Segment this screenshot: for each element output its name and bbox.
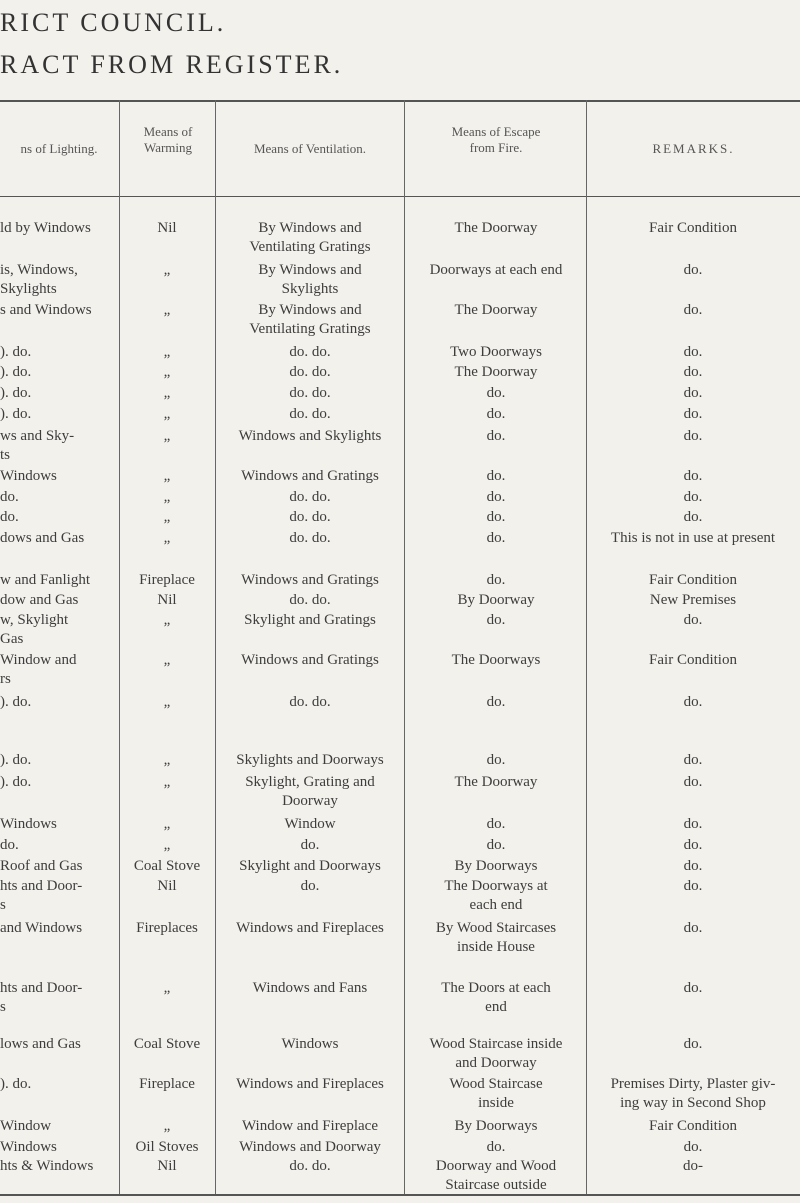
cell-ventilation: do. — [300, 878, 320, 894]
cell-lighting: dow and Gas — [0, 592, 79, 608]
cell-lighting: ). do. — [0, 1076, 32, 1092]
cell-escape: Wood Staircase inside — [449, 1076, 543, 1111]
cell-ventilation: do. do. — [289, 489, 331, 505]
cell-lighting: Window — [0, 1118, 52, 1134]
cell-escape: do. — [486, 837, 506, 853]
cell-warming: Fireplaces — [136, 920, 198, 936]
cell-remarks: do. — [683, 509, 703, 525]
cell-remarks: do. — [683, 262, 703, 278]
cell-escape: The Doorways at each end — [444, 878, 548, 913]
cell-ventilation: Windows and Gratings — [241, 572, 379, 588]
cell-warming: „ — [163, 428, 171, 444]
cell-remarks: do. — [683, 1139, 703, 1155]
cell-ventilation: Windows and Gratings — [241, 652, 379, 668]
cell-escape: do. — [486, 489, 506, 505]
council-heading: RICT COUNCIL. — [0, 8, 227, 37]
cell-remarks: do. — [683, 302, 703, 318]
cell-remarks: Fair Condition — [649, 652, 737, 668]
cell-warming: Coal Stove — [133, 858, 201, 874]
cell-escape: Two Doorways — [450, 344, 542, 360]
cell-lighting: Windows — [0, 816, 57, 832]
cell-remarks: do. — [683, 612, 703, 628]
cell-remarks: do- — [683, 1158, 703, 1174]
cell-ventilation: do. do. — [289, 344, 331, 360]
header-bottom-rule — [0, 196, 800, 197]
cell-escape: do. — [486, 816, 506, 832]
cell-warming: Fireplace — [139, 1076, 195, 1092]
cell-escape: do. — [486, 694, 506, 710]
cell-warming: Coal Stove — [133, 1036, 201, 1052]
cell-escape: do. — [486, 468, 506, 484]
cell-ventilation: Window — [284, 816, 336, 832]
cell-warming: „ — [163, 837, 171, 853]
cell-lighting: dows and Gas — [0, 530, 85, 546]
cell-warming: Fireplace — [139, 572, 195, 588]
cell-remarks: Fair Condition — [649, 572, 737, 588]
cell-remarks: do. — [683, 694, 703, 710]
cell-ventilation: do. do. — [289, 530, 331, 546]
cell-lighting: Window and rs — [0, 652, 77, 687]
cell-lighting: s and Windows — [0, 302, 92, 318]
cell-lighting: hts and Door- s — [0, 980, 83, 1015]
cell-lighting: ld by Windows — [0, 220, 91, 236]
cell-remarks: do. — [683, 920, 703, 936]
cell-lighting: do. — [0, 837, 19, 853]
cell-remarks: do. — [683, 385, 703, 401]
table-top-rule — [0, 100, 800, 102]
cell-warming: „ — [163, 1118, 171, 1134]
cell-ventilation: do. — [300, 837, 320, 853]
cell-ventilation: Skylight and Gratings — [244, 612, 376, 628]
cell-ventilation: Windows and Doorway — [239, 1139, 381, 1155]
cell-warming: Nil — [157, 592, 177, 608]
cell-remarks: do. — [683, 406, 703, 422]
cell-lighting: Windows — [0, 468, 57, 484]
cell-warming: „ — [163, 489, 171, 505]
cell-escape: do. — [486, 428, 506, 444]
cell-lighting: ). do. — [0, 385, 32, 401]
cell-escape: do. — [486, 385, 506, 401]
cell-escape: do. — [486, 572, 506, 588]
cell-warming: „ — [163, 302, 171, 318]
cell-lighting: do. — [0, 489, 19, 505]
cell-ventilation: Skylight, Grating and Doorway — [245, 774, 375, 809]
cell-remarks: This is not in use at present — [610, 530, 776, 546]
cell-remarks: do. — [683, 858, 703, 874]
cell-lighting: ). do. — [0, 364, 32, 380]
cell-remarks: do. — [683, 364, 703, 380]
cell-warming: „ — [163, 612, 171, 628]
cell-lighting: w, Skylight Gas — [0, 612, 69, 647]
cell-lighting: hts & Windows — [0, 1158, 94, 1174]
cell-ventilation: do. do. — [289, 406, 331, 422]
cell-escape: By Doorways — [454, 858, 538, 874]
cell-ventilation: do. do. — [289, 385, 331, 401]
column-header-lighting: ns of Lighting. — [20, 141, 98, 156]
cell-ventilation: Windows — [281, 1036, 339, 1052]
cell-ventilation: Skylights and Doorways — [236, 752, 384, 768]
cell-warming: „ — [163, 752, 171, 768]
cell-warming: „ — [163, 468, 171, 484]
cell-escape: do. — [486, 752, 506, 768]
cell-remarks: Fair Condition — [649, 220, 737, 236]
cell-escape: do. — [486, 509, 506, 525]
cell-lighting: Roof and Gas — [0, 858, 83, 874]
cell-ventilation: do. do. — [289, 592, 331, 608]
column-header-remarks: REMARKS. — [652, 141, 735, 156]
cell-ventilation: Windows and Skylights — [238, 428, 382, 444]
cell-lighting: ). do. — [0, 406, 32, 422]
cell-lighting: is, Windows, Skylights — [0, 262, 78, 297]
table-bottom-rule — [0, 1194, 800, 1196]
cell-lighting: hts and Door- s — [0, 878, 83, 913]
cell-remarks: do. — [683, 878, 703, 894]
cell-warming: „ — [163, 694, 171, 710]
cell-warming: „ — [163, 509, 171, 525]
cell-ventilation: By Windows and Ventilating Gratings — [249, 302, 371, 337]
cell-remarks: Premises Dirty, Plaster giv- ing way in Second Shop — [610, 1076, 776, 1111]
cell-warming: „ — [163, 530, 171, 546]
cell-remarks: do. — [683, 752, 703, 768]
cell-ventilation: Windows and Fireplaces — [236, 920, 384, 936]
cell-lighting: and Windows — [0, 920, 83, 936]
cell-lighting: ). do. — [0, 694, 32, 710]
cell-lighting: Windows — [0, 1139, 57, 1155]
cell-lighting: ). do. — [0, 774, 32, 790]
cell-ventilation: Windows and Gratings — [241, 468, 379, 484]
cell-lighting: ). do. — [0, 344, 32, 360]
cell-warming: Nil — [157, 878, 177, 894]
cell-remarks: do. — [683, 1036, 703, 1052]
cell-escape: The Doorway — [454, 364, 538, 380]
cell-escape: Wood Staircase inside and Doorway — [429, 1036, 563, 1071]
register-heading: RACT FROM REGISTER. — [0, 50, 344, 79]
cell-remarks: do. — [683, 489, 703, 505]
cell-lighting: ). do. — [0, 752, 32, 768]
cell-remarks: do. — [683, 980, 703, 996]
cell-ventilation: Windows and Fans — [252, 980, 368, 996]
cell-ventilation: do. do. — [289, 509, 331, 525]
column-header-warming: Means of Warming — [143, 124, 193, 155]
cell-ventilation: By Windows and Skylights — [258, 262, 362, 297]
cell-escape: The Doorway — [454, 302, 538, 318]
cell-escape: By Doorway — [457, 592, 535, 608]
cell-warming: Oil Stoves — [135, 1139, 199, 1155]
cell-escape: do. — [486, 1139, 506, 1155]
column-header-ventilation: Means of Ventilation. — [253, 141, 367, 156]
cell-remarks: do. — [683, 774, 703, 790]
cell-escape: Doorways at each end — [429, 262, 563, 278]
cell-remarks: do. — [683, 468, 703, 484]
column-header-escape: Means of Escape from Fire. — [451, 124, 541, 155]
cell-lighting: do. — [0, 509, 19, 525]
cell-warming: Nil — [157, 220, 177, 236]
cell-ventilation: do. do. — [289, 364, 331, 380]
cell-remarks: Fair Condition — [649, 1118, 737, 1134]
cell-escape: do. — [486, 612, 506, 628]
cell-escape: The Doorway — [454, 774, 538, 790]
cell-warming: „ — [163, 385, 171, 401]
cell-escape: The Doors at each end — [441, 980, 551, 1015]
cell-ventilation: By Windows and Ventilating Gratings — [249, 220, 371, 255]
cell-escape: do. — [486, 406, 506, 422]
cell-ventilation: Skylight and Doorways — [239, 858, 381, 874]
cell-remarks: do. — [683, 816, 703, 832]
cell-warming: Nil — [157, 1158, 177, 1174]
cell-warming: „ — [163, 406, 171, 422]
cell-lighting: lows and Gas — [0, 1036, 81, 1052]
cell-warming: „ — [163, 364, 171, 380]
cell-ventilation: do. do. — [289, 694, 331, 710]
cell-lighting: w and Fanlight — [0, 572, 90, 588]
cell-escape: By Doorways — [454, 1118, 538, 1134]
cell-warming: „ — [163, 816, 171, 832]
cell-warming: „ — [163, 262, 171, 278]
cell-lighting: ws and Sky- ts — [0, 428, 75, 463]
cell-warming: „ — [163, 980, 171, 996]
cell-warming: „ — [163, 774, 171, 790]
cell-warming: „ — [163, 652, 171, 668]
cell-remarks: do. — [683, 837, 703, 853]
cell-escape: Doorway and Wood Staircase outside — [435, 1158, 557, 1193]
cell-escape: The Doorway — [454, 220, 538, 236]
cell-remarks: do. — [683, 428, 703, 444]
cell-ventilation: Window and Fireplace — [241, 1118, 379, 1134]
cell-remarks: New Premises — [649, 592, 737, 608]
cell-escape: By Wood Staircases inside House — [435, 920, 557, 955]
cell-warming: „ — [163, 344, 171, 360]
cell-ventilation: do. do. — [289, 1158, 331, 1174]
cell-ventilation: Windows and Fireplaces — [236, 1076, 384, 1092]
cell-remarks: do. — [683, 344, 703, 360]
cell-escape: do. — [486, 530, 506, 546]
cell-escape: The Doorways — [451, 652, 541, 668]
